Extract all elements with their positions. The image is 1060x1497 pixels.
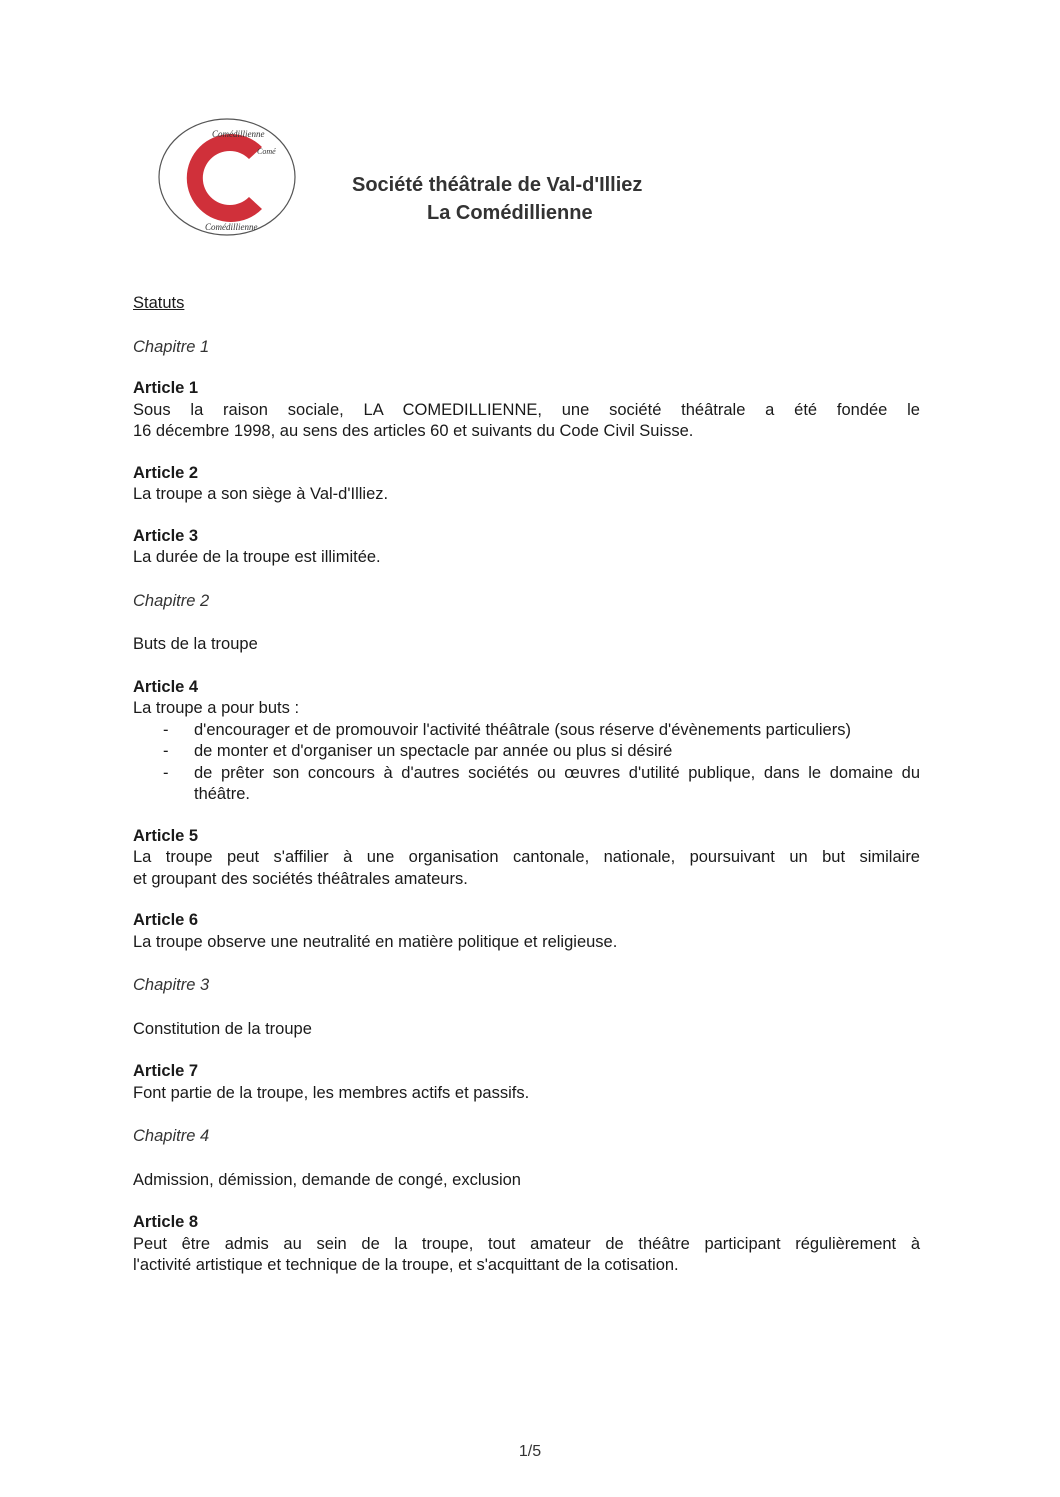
- chapter-3-subject: Constitution de la troupe: [133, 1019, 312, 1038]
- article-5-line-2: et groupant des sociétés théâtrales amateurs.: [133, 869, 468, 888]
- logo-text-top: Comédillienne: [212, 129, 265, 139]
- article-1-title: Article 1: [133, 379, 199, 397]
- article-4-title: Article 4: [133, 677, 199, 696]
- organization-subtitle: La Comédillienne: [427, 202, 593, 224]
- document-heading: Statuts: [133, 294, 185, 312]
- article-7-text: Font partie de la troupe, les membres actifs et passifs.: [133, 1083, 530, 1102]
- logo-text-bottom: Comédillienne: [205, 222, 258, 232]
- article-6-text: La troupe observe une neutralité en matière politique et religieuse.: [133, 932, 618, 951]
- article-8-line-1: Peut être admis au sein de la troupe, tout amateur de théâtre participant régulièrement à: [133, 1234, 920, 1253]
- logo-text-right: Comé: [257, 147, 276, 156]
- article-4-intro: La troupe a pour buts :: [133, 699, 300, 717]
- chapter-3-label: Chapitre 3: [133, 976, 210, 994]
- troupe-logo: [157, 117, 297, 237]
- chapter-4-label: Chapitre 4: [133, 1127, 210, 1145]
- list-item: - de prêter son concours à d'autres sociétés ou œuvres d'utilité publique, dans le domaine du théâtre.: [163, 763, 920, 806]
- article-5-title: Article 5: [133, 826, 199, 845]
- chapter-2-subject: Buts de la troupe: [133, 635, 258, 653]
- statutes-body: [133, 293, 920, 1277]
- article-3-text: La durée de la troupe est illimitée.: [133, 548, 381, 566]
- chapter-4-subject: Admission, démission, demande de congé, exclusion: [133, 1170, 521, 1189]
- chapter-2-label: Chapitre 2: [133, 591, 210, 610]
- chapter-1-label: Chapitre 1: [133, 337, 210, 356]
- page-number: 1/5: [518, 1443, 542, 1460]
- article-6-title: Article 6: [133, 911, 199, 929]
- article-1-line-2: 16 décembre 1998, au sens des articles 60 et suivants du Code Civil Suisse.: [133, 422, 694, 440]
- organization-title: Société théâtrale de Val-d'Illiez: [352, 174, 643, 196]
- article-7-title: Article 7: [133, 1062, 199, 1080]
- article-4-goals-list: [133, 720, 920, 806]
- article-3-title: Article 3: [133, 526, 199, 545]
- article-2-text: La troupe a son siège à Val-d'Illiez.: [133, 485, 389, 503]
- article-8-line-2: l'activité artistique et technique de la troupe, et s'acquittant de la cotisation.: [133, 1256, 679, 1274]
- article-5-line-1: La troupe peut s'affilier à une organisation cantonale, nationale, poursuivant un but similaire: [133, 848, 920, 866]
- list-item: - de monter et d'organiser un spectacle par année ou plus si désiré: [163, 741, 920, 763]
- article-8-title: Article 8: [133, 1213, 199, 1231]
- article-2-title: Article 2: [133, 463, 199, 482]
- list-item: - d'encourager et de promouvoir l'activité théâtrale (sous réserve d'évènements particuliers): [163, 720, 920, 742]
- article-1-line-1: Sous la raison sociale, LA COMEDILLIENNE, une société théâtrale a été fondée le: [133, 400, 920, 419]
